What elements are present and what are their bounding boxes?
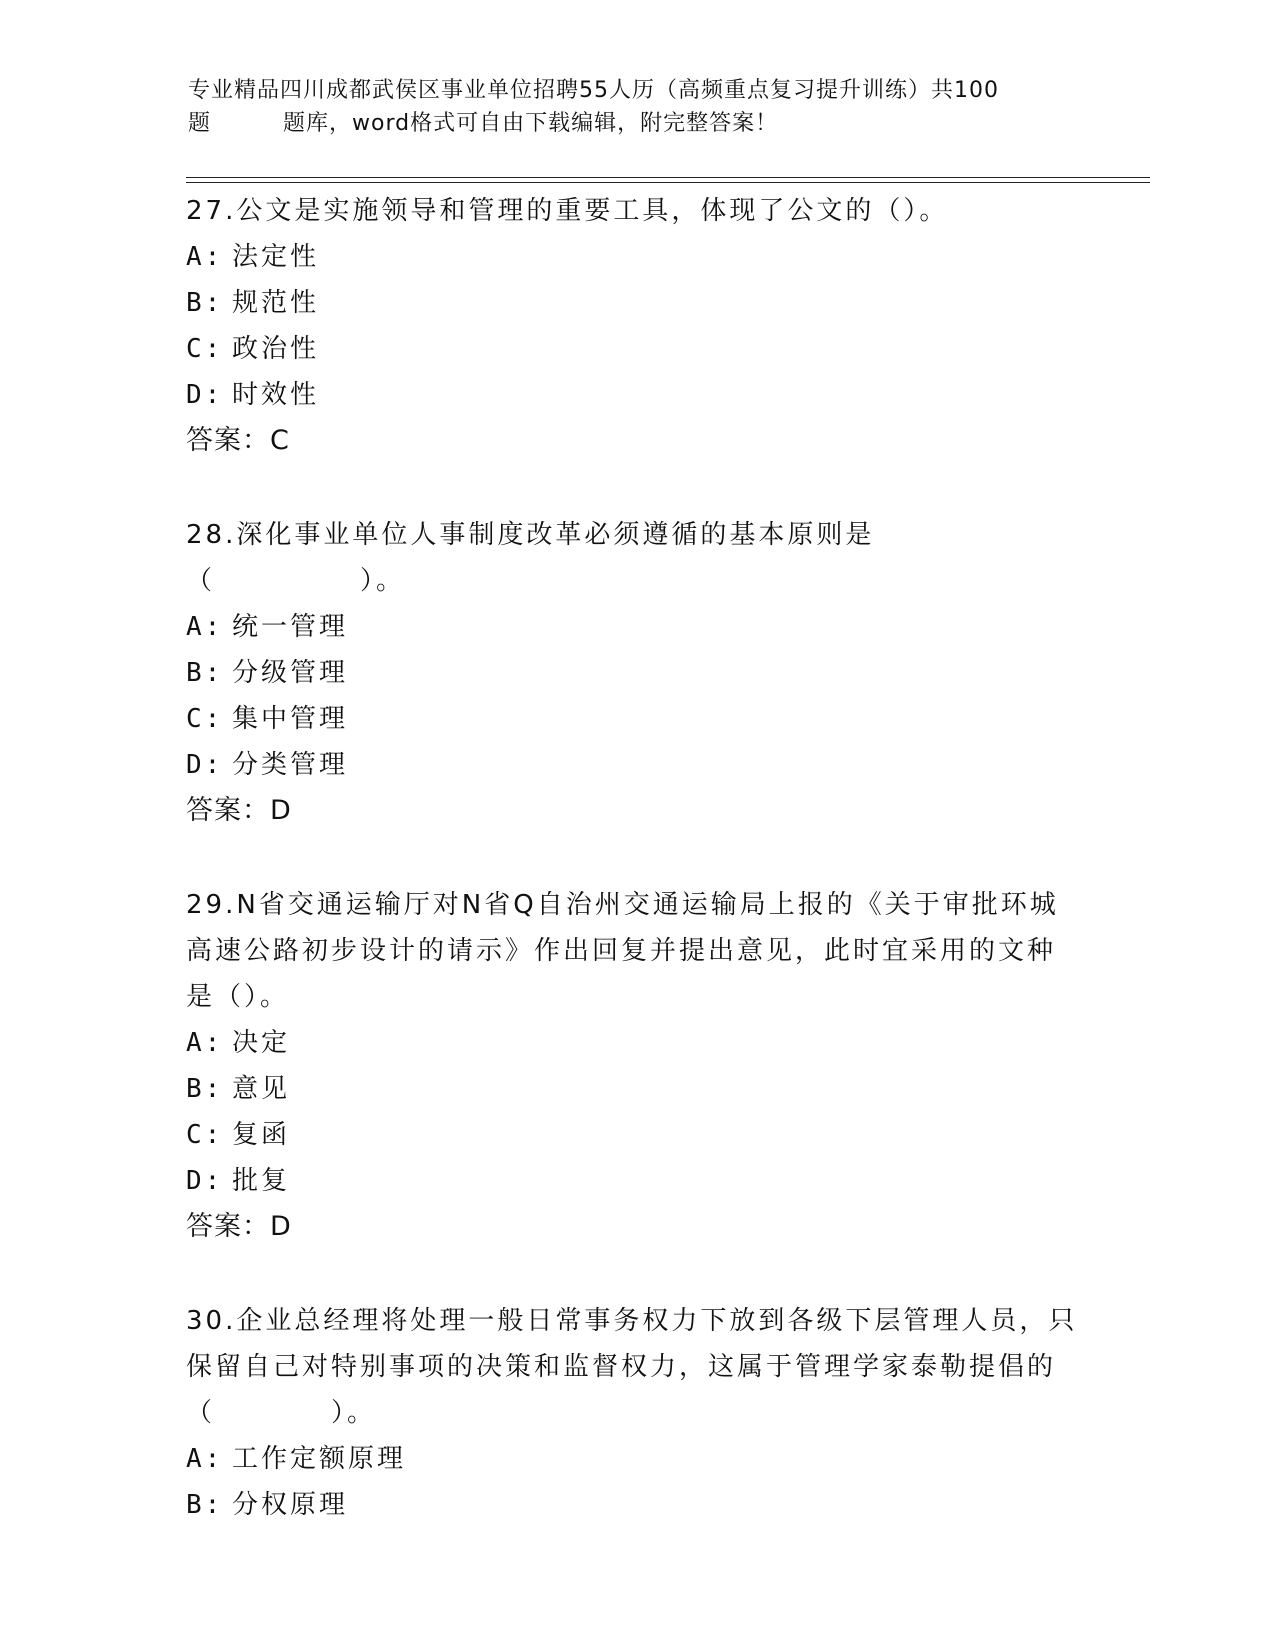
question-30 — [186, 1298, 1086, 1528]
document-header — [188, 74, 1088, 140]
question-text: 27.公文是实施领导和管理的重要工具，体现了公文的（）。 — [186, 196, 949, 226]
question-list — [186, 188, 1086, 1576]
option-a — [186, 604, 1086, 650]
option-letter: D: — [186, 750, 224, 780]
option-letter: D: — [186, 1166, 224, 1196]
answer-line: 答案：D — [186, 1211, 292, 1242]
header-title-line2 — [188, 107, 1088, 140]
option-a — [186, 234, 1086, 280]
question-text-line-2: 保留自己对特别事项的决策和监督权力，这属于管理学家泰勒提倡的 — [186, 1352, 1057, 1382]
header-title-line2-b: 题库，word格式可自由下载编辑，附完整答案！ — [283, 111, 779, 136]
header-title-line1: 专业精品四川成都武侯区事业单位招聘55人历（高频重点复习提升训练）共100 — [188, 78, 999, 103]
option-a — [186, 1436, 1086, 1482]
option-b — [186, 1066, 1086, 1112]
option-letter: B: — [186, 658, 224, 688]
answer-line: 答案：C — [186, 425, 290, 456]
option-c — [186, 326, 1086, 372]
option-b — [186, 280, 1086, 326]
option-text: 规范性 — [232, 288, 320, 318]
question-text-line-2: 高速公路初步设计的请示》作出回复并提出意见，此时宜采用的文种 — [186, 936, 1057, 966]
answer-line: 答案：D — [186, 795, 292, 826]
question-27 — [186, 188, 1086, 464]
option-text: 政治性 — [232, 334, 320, 364]
option-text: 复函 — [232, 1120, 291, 1150]
option-text: 决定 — [232, 1028, 291, 1058]
option-letter: D: — [186, 380, 224, 410]
option-letter: C: — [186, 334, 224, 364]
header-divider-top — [186, 177, 1150, 178]
header-title-line2-a: 题 — [188, 111, 212, 136]
option-text: 工作定额原理 — [232, 1444, 407, 1474]
question-text-line-3: 是（）。 — [186, 982, 290, 1012]
question-text: 28.深化事业单位人事制度改革必须遵循的基本原则是（ ）。 — [186, 520, 875, 596]
option-text: 分级管理 — [232, 658, 349, 688]
option-letter: A: — [186, 1444, 224, 1474]
option-c — [186, 696, 1086, 742]
option-d — [186, 372, 1086, 418]
question-text-line-3: （ ）。 — [186, 1398, 377, 1428]
question-text-line-1: 30.企业总经理将处理一般日常事务权力下放到各级下层管理人员，只 — [186, 1306, 1078, 1336]
option-text: 意见 — [232, 1074, 291, 1104]
option-text: 法定性 — [232, 242, 320, 272]
question-text-line-1: 29.N省交通运输厅对N省Q自治州交通运输局上报的《关于审批环城 — [186, 890, 1059, 920]
option-letter: B: — [186, 288, 224, 318]
option-letter: C: — [186, 704, 224, 734]
option-letter: B: — [186, 1074, 224, 1104]
option-d — [186, 1158, 1086, 1204]
option-letter: A: — [186, 1028, 224, 1058]
option-letter: A: — [186, 612, 224, 642]
option-d — [186, 742, 1086, 788]
option-text: 时效性 — [232, 380, 320, 410]
option-text: 分类管理 — [232, 750, 349, 780]
option-letter: C: — [186, 1120, 224, 1150]
option-text: 分权原理 — [232, 1490, 349, 1520]
option-letter: A: — [186, 242, 224, 272]
option-text: 统一管理 — [232, 612, 349, 642]
question-29 — [186, 882, 1086, 1250]
option-b — [186, 1482, 1086, 1528]
option-a — [186, 1020, 1086, 1066]
option-b — [186, 650, 1086, 696]
option-text: 批复 — [232, 1166, 291, 1196]
question-28 — [186, 512, 1086, 834]
option-c — [186, 1112, 1086, 1158]
header-divider-bottom — [186, 182, 1150, 183]
option-letter: B: — [186, 1490, 224, 1520]
option-text: 集中管理 — [232, 704, 349, 734]
